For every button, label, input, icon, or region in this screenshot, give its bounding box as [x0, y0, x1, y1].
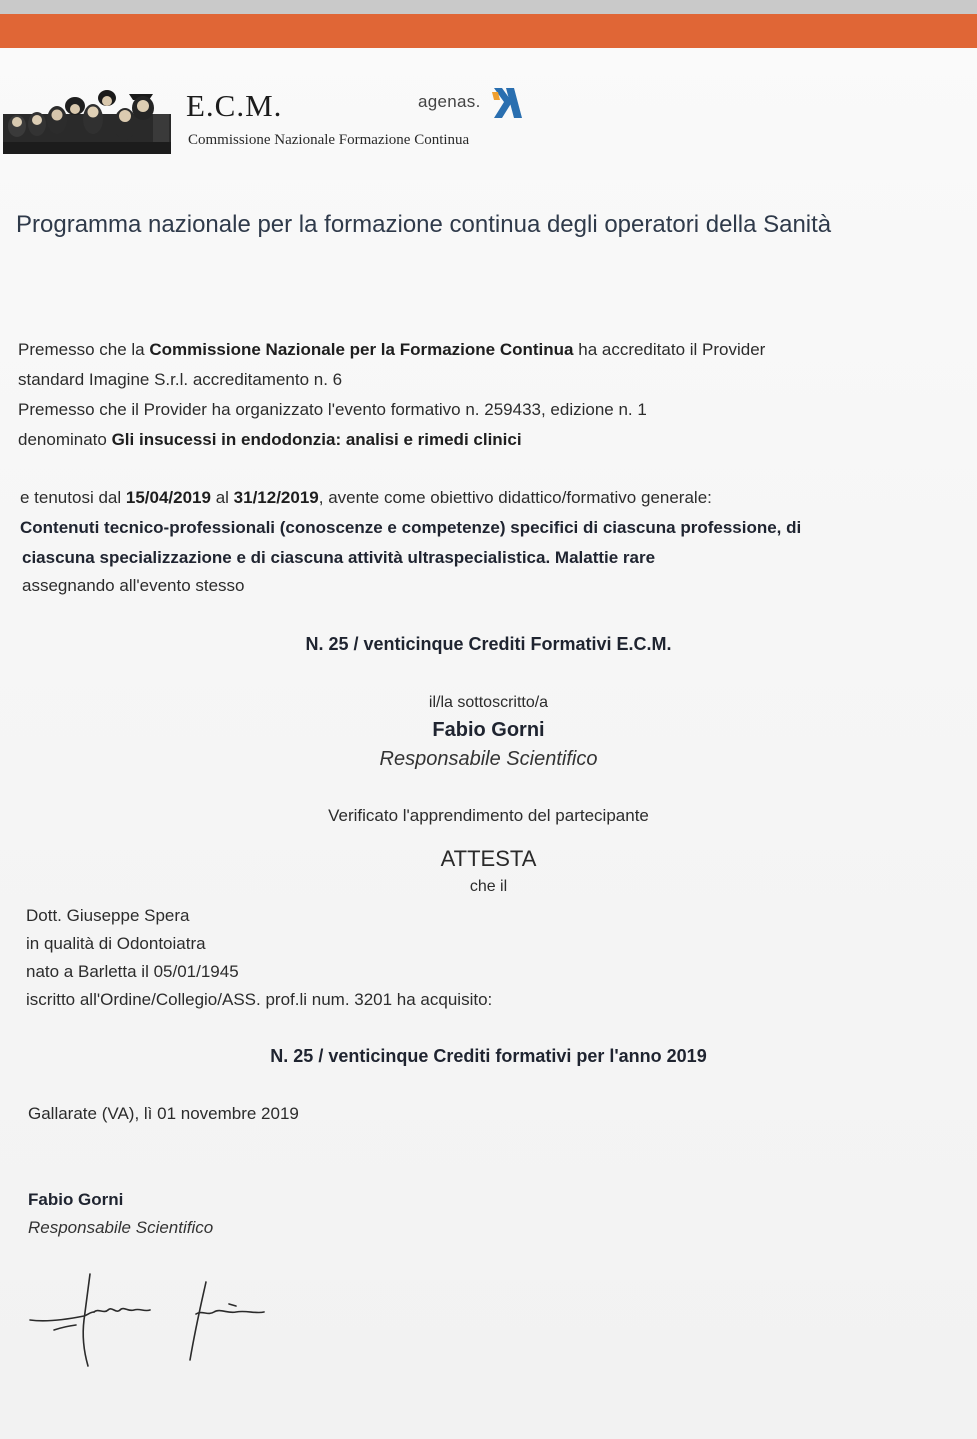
participant-birth: nato a Barletta il 05/01/1945: [26, 962, 239, 981]
top-gray-strip: [0, 0, 977, 14]
premise-line-3: Premesso che il Provider ha organizzato l'evento formativo n. 259433, edizione n. 1: [18, 400, 647, 419]
che-il-text: che il: [469, 878, 508, 895]
premise-line-4: denominato Gli insucessi in endodonzia: analisi e rimedi clinici: [18, 430, 522, 449]
agenas-logo-text: agenas.: [418, 92, 481, 111]
event-credits: N. 25 / venticinque Crediti Formativi E.C.M.: [305, 634, 672, 654]
agenas-mark-icon: [488, 86, 524, 120]
signatory-role: Responsabile Scientifico: [379, 748, 598, 770]
agenas-logo: [418, 92, 481, 112]
ecm-logo-title: E.C.M.: [186, 88, 283, 123]
place-date: Gallarate (VA), lì 01 novembre 2019: [28, 1104, 299, 1123]
ecm-logo-subtitle: Commissione Nazionale Formazione Continua: [188, 132, 470, 148]
verification-text: Verificato l'apprendimento del partecipante: [328, 806, 649, 825]
objective-line-1: Contenuti tecnico-professionali (conoscenze e competenze) specifici di ciascuna professione, di: [20, 518, 802, 537]
header-orange-bar: [0, 14, 977, 48]
assign-line: assegnando all'evento stesso: [22, 576, 245, 595]
participant-name: Dott. Giuseppe Spera: [26, 906, 190, 925]
year-credits: N. 25 / venticinque Crediti formativi per l'anno 2019: [270, 1046, 707, 1066]
footer-signatory-role: Responsabile Scientifico: [28, 1218, 214, 1237]
objective-line-2: ciascuna specializzazione e di ciascuna attività ultraspecialistica. Malattie rare: [22, 548, 656, 567]
premise-line-2: standard Imagine S.r.l. accreditamento n. 6: [18, 370, 343, 389]
attesta-heading: ATTESTA: [440, 846, 537, 871]
handwritten-signature-icon: [24, 1270, 274, 1370]
participant-registration: iscritto all'Ordine/Collegio/ASS. prof.li num. 3201 ha acquisito:: [26, 990, 493, 1009]
ecm-painting-logo-icon: [3, 84, 171, 154]
period-line: e tenutosi dal 15/04/2019 al 31/12/2019, avente come obiettivo didattico/formativo generale:: [20, 488, 712, 507]
program-title: Programma nazionale per la formazione continua degli operatori della Sanità: [16, 211, 832, 238]
participant-qualification: in qualità di Odontoiatra: [26, 934, 206, 953]
signatory-name: Fabio Gorni: [432, 719, 545, 741]
footer-signatory-name: Fabio Gorni: [28, 1190, 124, 1209]
premise-line-1: Premesso che la Commissione Nazionale per la Formazione Continua ha accreditato il Provider: [18, 340, 766, 359]
signatory-intro: il/la sottoscritto/a: [428, 694, 549, 711]
